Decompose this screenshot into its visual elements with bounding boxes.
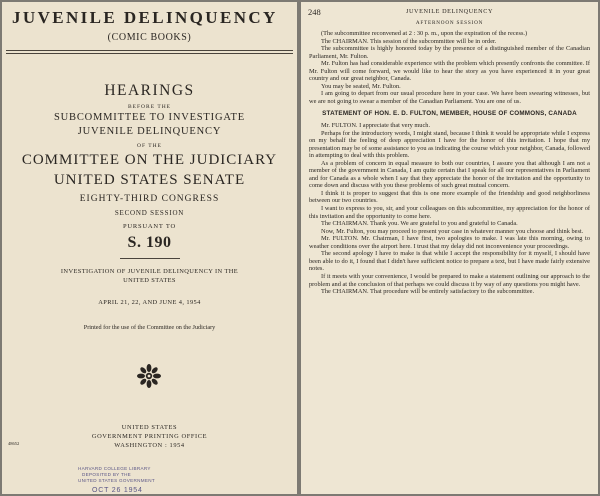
print-code: 48652	[8, 441, 20, 446]
transcript-paragraph: Mr. FULTON. I appreciate that very much.	[321, 122, 431, 130]
stamp-line-3: UNITED STATES GOVERNMENT	[78, 478, 155, 483]
investigation-line-2: UNITED STATES	[123, 277, 176, 284]
transcript-paragraph: Perhaps for the introductory words, I might stand, because I think it would be appropriate while I express on my behalf the feeling of deep appreciation I have for the honor of this invitation. I hope that my presentation may be of some assistance to you as indicating the course which your neighbor, Canada, followed in attempting to deal with this problem.	[309, 129, 590, 160]
of-the-text: OF THE	[137, 143, 162, 149]
session-text: SECOND SESSION	[114, 209, 185, 217]
congress-text: EIGHTY-THIRD CONGRESS	[79, 194, 220, 204]
transcript-paragraph: The CHAIRMAN. Thank you. We are grateful to you and grateful to Canada.	[321, 220, 518, 228]
subcommittee-line-1: SUBCOMMITTEE TO INVESTIGATE	[54, 112, 245, 123]
transcript-paragraph: The second apology I have to make is that while I accept the responsibility for it myself, I should have been able to do it, I found that I didn't have sufficient notice to prepare a text, but I have made fairly extensive notes.	[309, 250, 590, 273]
stamp-line-1: HARVARD COLLEGE LIBRARY	[78, 466, 151, 471]
book-subtitle: (COMIC BOOKS)	[107, 32, 192, 43]
hearing-dates: APRIL 21, 22, AND JUNE 4, 1954	[98, 299, 201, 306]
transcript-paragraph: I think it is proper to suggest that this is one more example of the friendship and good neighborliness between our two countries.	[309, 189, 590, 205]
transcript-paragraph: You may be seated, Mr. Fulton.	[321, 82, 401, 90]
running-head: JUVENILE DELINQUENCY	[405, 8, 494, 15]
government-seal-icon	[135, 362, 163, 390]
publisher-line-1: UNITED STATES	[121, 424, 178, 431]
book-title: JUVENILE DELINQUENCY	[12, 8, 278, 27]
transcript-paragraph: The CHAIRMAN. That procedure will be entirely satisfactory to the subcommittee.	[321, 288, 535, 296]
transcript-paragraph: If it meets with your convenience, I would be prepared to make a statement outlining our approach to the problem and at the conclusion of that perhaps we could discuss it by way of any questions you might have.	[309, 272, 590, 288]
hearings-heading: HEARINGS	[104, 82, 195, 99]
stamp-line-2: DEPOSITED BY THE	[82, 472, 132, 477]
title-rule-top	[6, 50, 293, 51]
transcript-paragraph: I want to express to you, sir, and your colleagues on this subcommittee, my appreciation for the honor of this invitation and the opportunity to come here.	[309, 205, 590, 220]
investigation-line-1: INVESTIGATION OF JUVENILE DELINQUENCY IN THE	[60, 268, 239, 275]
statement-heading: STATEMENT OF HON. E. D. FULTON, MEMBER, HOUSE OF COMMONS, CANADA	[322, 110, 577, 118]
printed-for-text: Printed for the use of the Committee on the Judiciary	[83, 324, 216, 331]
transcript-page	[301, 2, 598, 494]
pursuant-to-text: PURSUANT TO	[122, 223, 177, 230]
subcommittee-line-2: JUVENILE DELINQUENCY	[77, 126, 222, 137]
before-the-text: BEFORE THE	[127, 104, 172, 110]
page-number: 248	[308, 7, 321, 17]
transcript-paragraph: The subcommittee is highly honored today by the presence of a distinguished member of the Canadian Parliament, Mr. Fulton.	[309, 45, 590, 60]
transcript-paragraph: Now, Mr. Fulton, you may proceed to present your case in whatever manner you choose and think best.	[321, 227, 584, 235]
publisher-line-3: WASHINGTON : 1954	[114, 442, 185, 449]
title-page	[2, 2, 297, 494]
bill-number: S. 190	[127, 234, 172, 251]
transcript-paragraph: The CHAIRMAN. This session of the subcommittee will be in order.	[321, 37, 497, 45]
committee-name: COMMITTEE ON THE JUDICIARY	[21, 152, 278, 168]
stamp-date: OCT 26 1954	[92, 487, 143, 494]
transcript-body	[309, 30, 590, 296]
transcript-paragraph: I am going to depart from our usual procedure here in your case. We have been swearing witnesses, but we are not going to swear a member of the Canadian Parliament. You are one of us.	[309, 90, 590, 105]
title-rule-bottom	[6, 53, 293, 54]
transcript-paragraph: Mr. Fulton has had considerable experience with the problem which presently confronts the committee. If Mr. Fulton will come forward, we would like to hear the story as you have experienced it in your great country and our great neighbor, Canada.	[309, 60, 590, 83]
session-heading: AFTERNOON SESSION	[415, 20, 484, 26]
senate-name: UNITED STATES SENATE	[53, 172, 246, 188]
publisher-line-2: GOVERNMENT PRINTING OFFICE	[91, 433, 208, 440]
transcript-paragraph: (The subcommittee reconvened at 2 : 30 p. m., upon the expiration of the recess.)	[321, 30, 528, 37]
transcript-paragraph: As a problem of concern in equal measure to both our countries, I assure you that although I am not a member of the government in Canada, I am quite certain that I speak for all our representatives in Parliament and for Canada as a whole when I say that they appreciate the honor of the invitation and the opportunity to come down and discuss with you these problems of such great mutual concern.	[309, 159, 590, 190]
bill-rule	[120, 258, 180, 259]
transcript-paragraph: Mr. FULTON. Mr. Chairman, I have first, two apologies to make. I was late this morning, owing to weather conditions over the airport here. I trust that my delay did not inconvenience your proceedings.	[309, 235, 590, 250]
